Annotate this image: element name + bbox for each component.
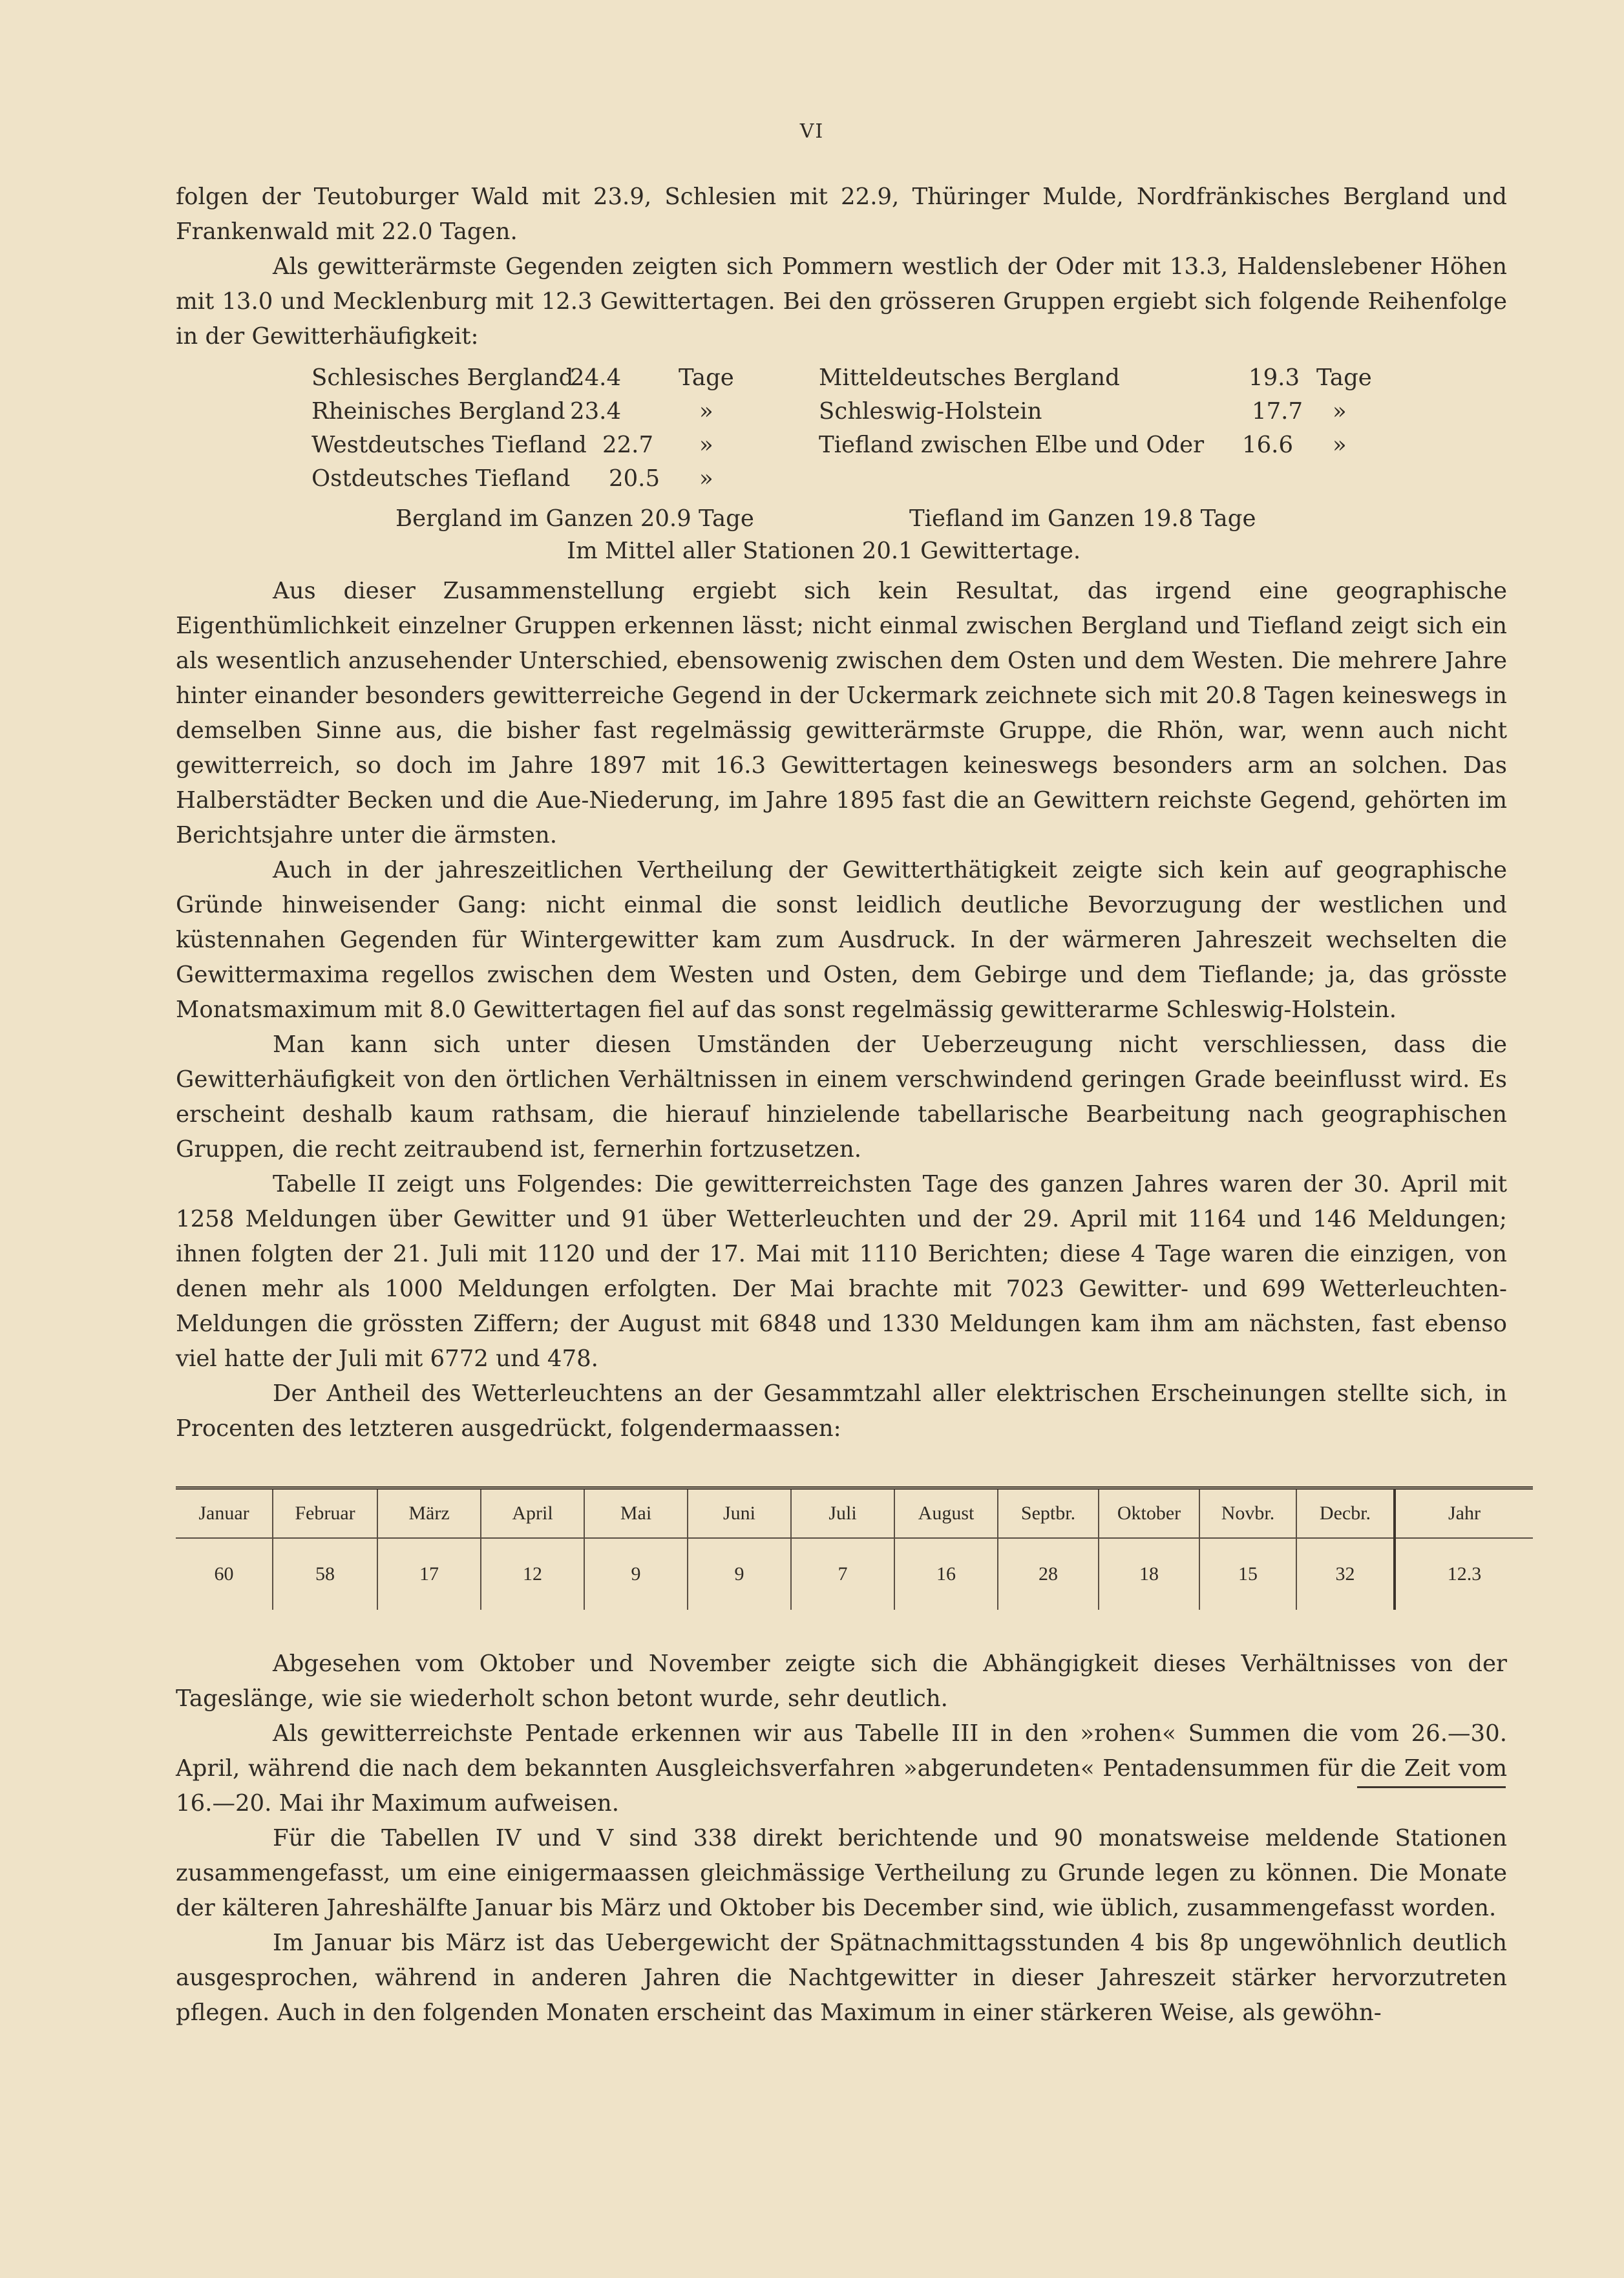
table-header: Januar	[176, 1488, 273, 1539]
paragraph: Im Januar bis März ist das Uebergewicht der Spätnachmittagsstunden 4 bis 8p ungewöhnlich deutlich ausgesprochen, während in anderen Jahren die Nachtgewitter in dieser Jahreszeit stärker hervorzutreten pflegen. Auch in den folgenden Monaten erscheint das Maximum in einer stärkeren Weise, als gewöhn-	[176, 1930, 1507, 2026]
group-value: 23.4	[570, 398, 622, 425]
group-unit: Tage	[679, 364, 734, 391]
paragraph: Auch in der jahreszeitlichen Vertheilung der Gewitterthätigkeit zeigte sich kein auf geographische Gründe hinweisender Gang: nicht einmal die sonst leidlich deutliche Bevorzugung der westlichen und küstennahen Gegenden für Wintergewitter kam zum Ausdruck. In der wärmeren Jahreszeit wechselten die Gewittermaxima regellos zwischen dem Westen und Osten, dem Gebirge und dem Tieflande; ja, das grösste Monatsmaximum mit 8.0 Gewittertagen fiel auf das sonst regelmässig gewitterarme Schleswig-Holstein.	[176, 857, 1507, 1023]
table-header: Novbr.	[1199, 1488, 1296, 1539]
table-header: Februar	[273, 1488, 377, 1539]
group-name: Schlesisches Bergland	[311, 364, 574, 391]
sum-tiefland: Tiefland im Ganzen 19.8 Tage	[909, 505, 1256, 532]
paragraph: Der Antheil des Wetterleuchtens an der Gesammtzahl aller elektrischen Erscheinungen stellte sich, in Procenten des letzteren ausgedrückt, folgendermaassen:	[176, 1380, 1507, 1442]
table-cell: 28	[998, 1538, 1099, 1610]
group-name: Westdeutsches Tiefland	[311, 432, 587, 458]
paragraph: Aus dieser Zusammenstellung ergiebt sich kein Resultat, das irgend eine geographische Eigenthümlichkeit einzelner Gruppen erkennen lässt; nicht einmal zwischen Bergland und Tiefland zeigt sich ein als wesentlich anzusehender Unterschied, ebensowenig zwischen dem Osten und dem Westen. Die mehrere Jahre hinter einander besonders gewitterreiche Gegend in der Uckermark zeichnete sich mit 20.8 Tagen keineswegs in demselben Sinne aus, die bisher fast regelmässig gewitterärmste Gruppe, die Rhön, war, wenn auch nicht gewitterreich, so doch im Jahre 1897 mit 16.3 Gewittertagen keineswegs besonders arm an solchen. Das Halberstädter Becken und die Aue-Niederung, im Jahre 1895 fast die an Gewittern reichste Gegend, gehörten im Berichtsjahre unter die ärmsten.	[176, 578, 1507, 849]
group-value: 24.4	[570, 364, 622, 391]
group-name: Tiefland zwischen Elbe und Oder	[819, 432, 1205, 458]
upper-text	[176, 180, 1507, 1446]
table-cell: 7	[791, 1538, 894, 1610]
paragraph: Als gewitterärmste Gegenden zeigten sich Pommern westlich der Oder mit 13.3, Haldenslebener Höhen mit 13.0 und Mecklenburg mit 12.3 Gewittertagen. Bei den grösseren Gruppen ergiebt sich folgende Reihenfolge in der Gewitterhäufigkeit:	[176, 253, 1507, 350]
group-unit: »	[699, 398, 713, 425]
paragraph: Man kann sich unter diesen Umständen der Ueberzeugung nicht verschliessen, dass die Gewitterhäufigkeit von den örtlichen Verhältnissen in einem verschwindend geringen Grade beeinflusst wird. Es erscheint deshalb kaum rathsam, die hierauf hinzielende tabellarische Bearbeitung nach geographischen Gruppen, die recht zeitraubend ist, fernerhin fortzusetzen.	[176, 1031, 1507, 1163]
group-value: 19.3	[1249, 364, 1300, 391]
table-header: Mai	[584, 1488, 688, 1539]
table-header: Decbr.	[1296, 1488, 1395, 1539]
table-cell: 32	[1296, 1538, 1395, 1610]
table-header: August	[894, 1488, 998, 1539]
page-number: VI	[799, 120, 825, 143]
paragraph: Abgesehen vom Oktober und November zeigte sich die Abhängigkeit dieses Verhältnisses von der Tageslänge, wie sie wiederholt schon betont wurde, sehr deutlich.	[176, 1650, 1507, 1712]
group-value: 22.7	[602, 432, 654, 458]
table-cell: 9	[688, 1538, 791, 1610]
table-cell: 58	[273, 1538, 377, 1610]
table-cell: 17	[377, 1538, 481, 1610]
lightning-percentage-table	[176, 1486, 1533, 1610]
table-header-row	[176, 1488, 1533, 1539]
group-name: Mitteldeutsches Bergland	[819, 364, 1120, 391]
table-cell: 16	[894, 1538, 998, 1610]
table-header: Septbr.	[998, 1488, 1099, 1539]
mean-all-stations: Im Mittel aller Stationen 20.1 Gewittertage.	[567, 538, 1081, 564]
group-unit: »	[1333, 432, 1347, 458]
group-value: 20.5	[609, 465, 660, 492]
table-header: Juli	[791, 1488, 894, 1539]
paragraph: Tabelle II zeigt uns Folgendes: Die gewitterreichsten Tage des ganzen Jahres waren der 30. April mit 1258 Meldungen über Gewitter und 91 über Wetterleuchten und der 29. April mit 1164 und 146 Meldungen; ihnen folgten der 21. Juli mit 1120 und der 17. Mai mit 1110 Berichten; diese 4 Tage waren die einzigen, von denen mehr als 1000 Meldungen erfolgten. Der Mai brachte mit 7023 Gewitter- und 699 Wetterleuchten-Meldungen die grössten Ziffern; der August mit 6848 und 1330 Meldungen kam ihm am nächsten, fast ebenso viel hatte der Juli mit 6772 und 478.	[176, 1171, 1507, 1372]
table-header: Juni	[688, 1488, 791, 1539]
paragraph: Als gewitterreichste Pentade erkennen wir aus Tabelle III in den »rohen« Summen die vom 26.—30. April, während die nach dem bekannten Ausgleichsverfahren »abgerundeten« Pentadensummen für die Zeit vom 16.—20. Mai ihr Maximum aufweisen.	[176, 1720, 1507, 1817]
table-cell: 15	[1199, 1538, 1296, 1610]
table-header: März	[377, 1488, 481, 1539]
paragraph: folgen der Teutoburger Wald mit 23.9, Schlesien mit 22.9, Thüringer Mulde, Nordfränkisches Bergland und Frankenwald mit 22.0 Tagen.	[176, 184, 1507, 245]
group-unit: »	[1333, 398, 1347, 425]
group-unit: Tage	[1316, 364, 1372, 391]
lower-text	[176, 1647, 1507, 2030]
group-value: 16.6	[1242, 432, 1294, 458]
table-header: Oktober	[1099, 1488, 1199, 1539]
paragraph: Für die Tabellen IV und V sind 338 direkt berichtende und 90 monatsweise meldende Stationen zusammengefasst, um eine einigermaassen gleichmässige Vertheilung zu Grunde legen zu können. Die Monate der kälteren Jahreshälfte Januar bis März und Oktober bis December sind, wie üblich, zusammengefasst worden.	[176, 1825, 1507, 1921]
group-name: Rheinisches Bergland	[311, 398, 565, 425]
table-cell: 12.3	[1395, 1538, 1533, 1610]
group-ranking	[176, 361, 1507, 567]
group-name: Schleswig-Holstein	[819, 398, 1042, 425]
table-header: April	[481, 1488, 584, 1539]
table-cell: 60	[214, 1563, 234, 1585]
table-cell: 18	[1099, 1538, 1199, 1610]
group-value: 17.7	[1252, 398, 1303, 425]
table-header: Jahr	[1395, 1488, 1533, 1539]
table-value-row	[176, 1538, 1533, 1610]
group-unit: »	[699, 465, 713, 492]
group-name: Ostdeutsches Tiefland	[311, 465, 571, 492]
table-cell: 9	[584, 1538, 688, 1610]
sum-bergland: Bergland im Ganzen 20.9 Tage	[395, 505, 754, 532]
table-cell: 12	[481, 1538, 584, 1610]
separator-rule	[1357, 1786, 1506, 1788]
group-unit: »	[699, 432, 713, 458]
